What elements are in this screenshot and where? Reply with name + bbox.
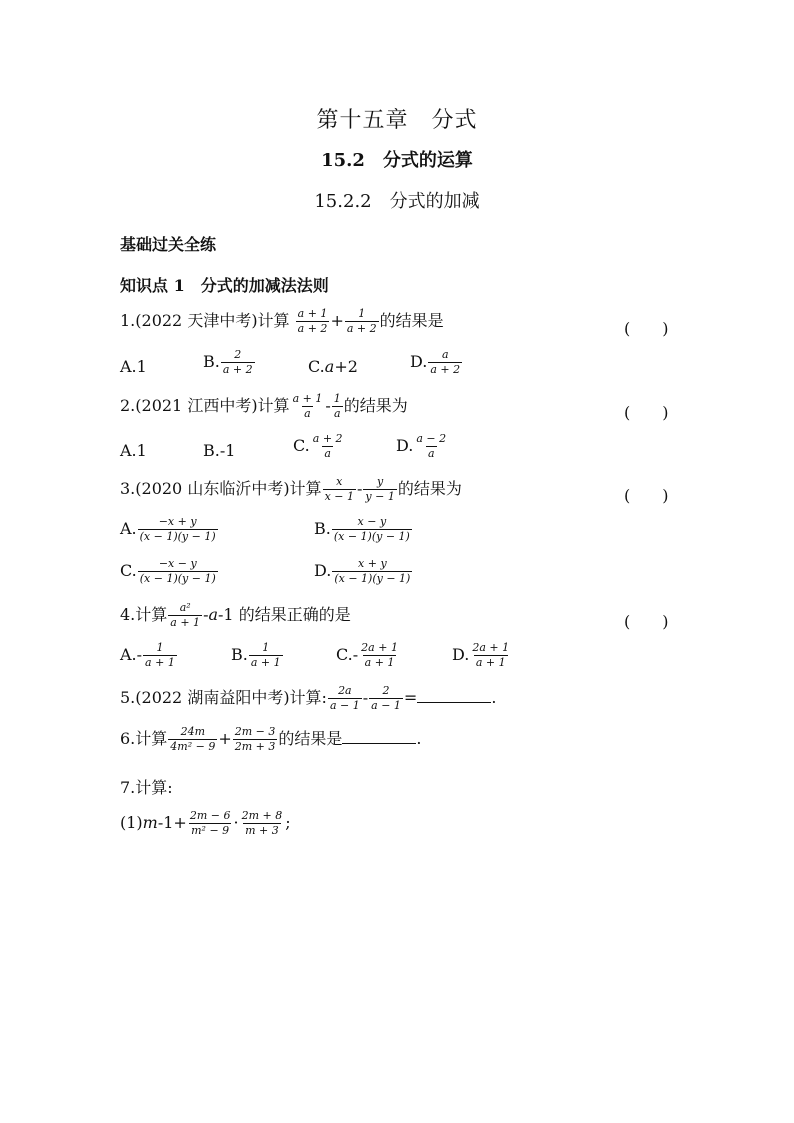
q3-option-d: D. $\frac{x + y}{(x - 1)(y - 1)}$ (314, 557, 411, 585)
q2-option-a: A.1 (120, 441, 147, 460)
q4-option-c: C.- $\frac{2a + 1}{a + 1}$ (336, 641, 398, 669)
question-7-part-1: (1)m-1+ $\frac{2m - 6}{\text{m² − 9}}$ · $\frac{2m + 8}{m + 3}$ ; (120, 809, 291, 837)
question-6: 6.计算 $\frac{24m}{\text{4m² − 9}}$ + $\frac{2m - 3}{2m + 3}$ 的结果是 . (120, 725, 422, 753)
section-title: 15.2 分式的运算 (321, 150, 473, 171)
subsection-title: 15.2.2 分式的加减 (314, 191, 480, 212)
q1-option-b: B. $\frac{2}{a + 2}$ (203, 348, 253, 376)
q3-option-a: A. $\frac{-x + y}{(x - 1)(y - 1)}$ (120, 515, 216, 543)
q2-option-b: B.-1 (203, 441, 236, 460)
q1-fraction-2: $\frac{1}{a + 2}$ (346, 307, 377, 335)
q3-option-c: C. $\frac{-x - y}{(x - 1)(y - 1)}$ (120, 557, 216, 585)
question-3: 3.(2020 山东临沂中考)计算 $\frac{x}{x - 1}$ - $\frac{y}{y - 1}$ 的结果为 (120, 475, 462, 503)
topic-heading: 知识点 1 分式的加减法法则 (120, 276, 329, 295)
q4-option-a: A.- $\frac{1}{a + 1}$ (120, 641, 175, 669)
q5-answer-blank[interactable] (417, 688, 491, 703)
q1-option-a: A.1 (120, 357, 147, 376)
q2-option-d: D. $\frac{a - 2}{a}$ (396, 432, 447, 460)
answer-bracket-q2: ( ) (624, 403, 669, 422)
question-4: 4.计算 $\frac{\text{a²}}{a + 1}$ -a-1 的结果正确的是 (120, 601, 351, 629)
q4-option-d: D. $\frac{2a + 1}{a + 1}$ (452, 641, 510, 669)
question-5: 5.(2022 湖南益阳中考)计算: $\frac{2a}{a - 1}$ - $\frac{2}{a - 1}$ = . (120, 684, 497, 712)
q6-answer-blank[interactable] (342, 729, 416, 744)
question-2: 2.(2021 江西中考)计算 $\frac{a + 1}{a}$ - $\frac{1}{a}$ 的结果为 (120, 392, 408, 420)
answer-bracket-q1: ( ) (624, 319, 669, 338)
q3-option-b: B. $\frac{x - y}{(x - 1)(y - 1)}$ (314, 515, 410, 543)
q2-option-c: C. $\frac{a + 2}{a}$ (293, 432, 343, 460)
question-1: 1.(2022 天津中考)计算 $\frac{a + 1}{a + 2}$ + $\frac{1}{a + 2}$ 的结果是 (120, 307, 444, 335)
exercise-heading: 基础过关全练 (120, 235, 217, 254)
chapter-title: 第十五章 分式 (316, 108, 478, 133)
answer-bracket-q3: ( ) (624, 486, 669, 505)
q4-option-b: B. $\frac{1}{a + 1}$ (231, 641, 281, 669)
answer-bracket-q4: ( ) (624, 612, 669, 631)
question-7: 7.计算: (120, 778, 173, 797)
q1-option-d: D. $\frac{a}{a + 2}$ (410, 348, 461, 376)
q1-fraction-1: $\frac{a + 1}{a + 2}$ (297, 307, 328, 335)
q1-option-c: C.a+2 (308, 357, 358, 376)
